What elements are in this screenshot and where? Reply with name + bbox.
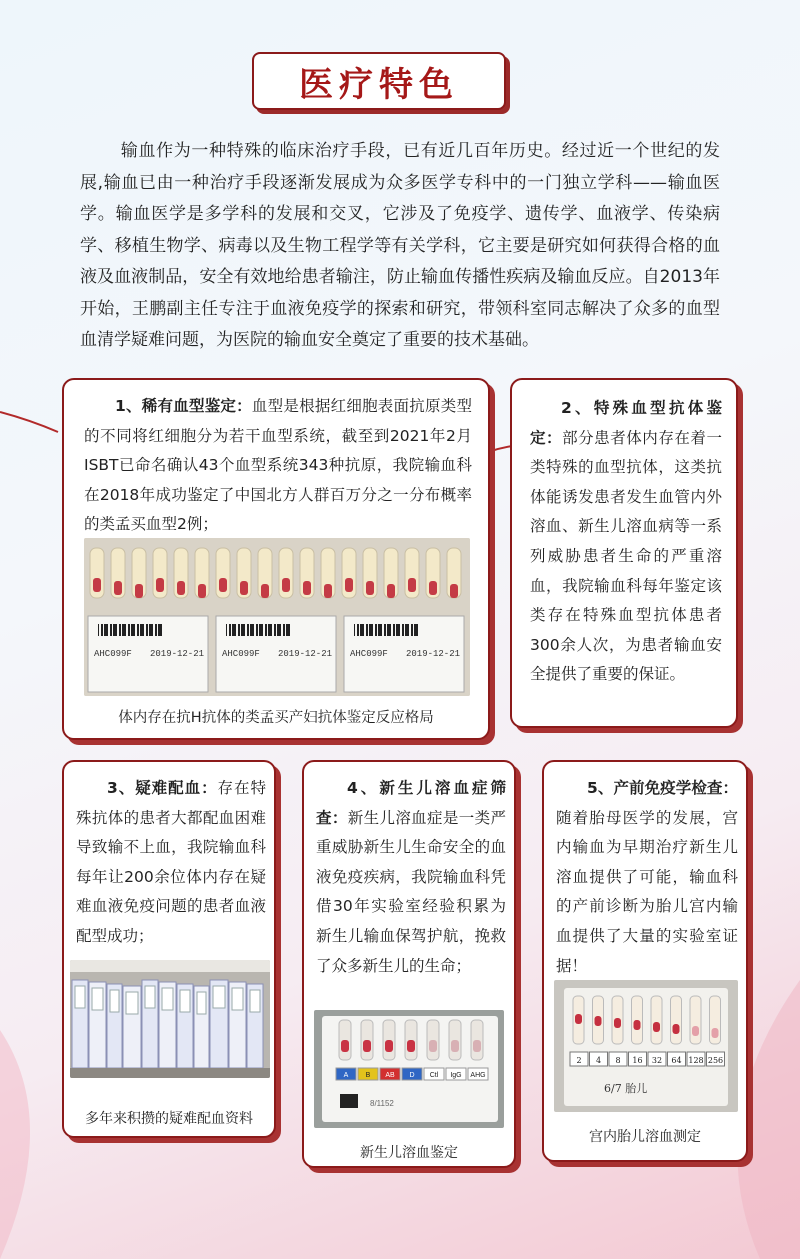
card-2-heading: 2、特殊血型抗体鉴定： — [530, 399, 722, 447]
barcode-bar — [107, 624, 108, 636]
barcode-bar — [375, 624, 377, 636]
barcode-bar — [366, 624, 368, 636]
barcode-bar — [131, 624, 134, 636]
card-1-caption: 体内存在抗H抗体的类孟买产妇抗体鉴定反应格局 — [118, 710, 434, 726]
blood-reaction — [473, 1040, 481, 1052]
barcode-bar — [116, 624, 117, 636]
blood-reaction — [634, 1020, 641, 1030]
barcode-bar — [158, 624, 161, 636]
barcode-bar — [405, 624, 408, 636]
blood-reaction — [324, 584, 332, 598]
label-date: 2019-12-21 — [278, 649, 333, 659]
barcode-bar — [387, 624, 390, 636]
binder-label — [232, 988, 243, 1010]
barcode-bar — [265, 624, 267, 636]
barcode-bar — [155, 624, 157, 636]
binders-illustration — [70, 960, 270, 1078]
blood-reaction — [345, 578, 353, 592]
binder-label — [213, 986, 225, 1008]
card-3-text — [76, 774, 266, 952]
barcode-bar — [244, 624, 245, 636]
barcode-bar — [125, 624, 126, 636]
blood-reaction — [408, 578, 416, 592]
barcode-bar — [259, 624, 262, 636]
card-4-text — [316, 774, 506, 981]
blood-reaction — [653, 1022, 660, 1032]
blood-reaction — [673, 1024, 680, 1034]
card-3-caption: 多年来积攒的疑难配血资料 — [85, 1111, 253, 1127]
antigen-label: AHG — [470, 1072, 486, 1079]
barcode-bar — [390, 624, 391, 636]
card-4-photo — [314, 1010, 504, 1128]
barcode-bar — [140, 624, 143, 636]
card-prenatal-immunology — [542, 760, 748, 1162]
barcode-bar — [122, 624, 125, 636]
blood-reaction — [387, 584, 395, 598]
barcode-bar — [101, 624, 103, 636]
blood-reaction — [575, 1014, 582, 1024]
blood-reaction — [261, 584, 269, 598]
barcode-bar — [384, 624, 386, 636]
barcode-bar — [372, 624, 373, 636]
card-5-heading: 5、产前免疫学检查： — [587, 779, 738, 797]
barcode-bar — [399, 624, 400, 636]
card-5-photo — [554, 980, 738, 1112]
card-1-body: 血型是根据红细胞表面抗原类型的不同将红细胞分为若干血型系统，截至到2021年2月ISBT已命名确认43个血型系统343种抗原，我院输血科在2018年成功鉴定了中国北方人群百万分之一分布概率的类孟买血型2例； — [84, 397, 472, 534]
barcode-bar — [229, 624, 231, 636]
gel-cards-illustration — [84, 538, 470, 696]
card-4-body: 新生儿溶血症是一类严重威胁新生儿生命安全的血液免疫疾病，我院输血科凭借30年实验室经验积累为新生儿输血保驾护航，挽救了众多新生儿的生命； — [316, 808, 506, 975]
binder-label — [197, 992, 206, 1014]
blood-reaction — [303, 581, 311, 595]
card-5-text — [556, 774, 738, 981]
binder-label — [145, 986, 155, 1008]
blood-reaction — [198, 584, 206, 598]
antigen-label: IgG — [450, 1072, 462, 1079]
barcode-bar — [104, 624, 107, 636]
barcode-bar — [277, 624, 280, 636]
binder-label — [250, 990, 260, 1012]
barcode-bar — [226, 624, 227, 636]
svg-text:8/1152: 8/1152 — [370, 1099, 394, 1108]
antigen-label: B — [365, 1072, 371, 1079]
binder-label — [180, 990, 190, 1012]
blood-reaction — [341, 1040, 349, 1052]
card-1-text — [84, 392, 472, 540]
blood-reaction — [429, 1040, 437, 1052]
barcode-bar — [283, 624, 285, 636]
gel-tube — [671, 996, 682, 1044]
card-2-text — [530, 394, 722, 690]
barcode-bar — [110, 624, 112, 636]
barcode-bar — [393, 624, 395, 636]
card-1-heading: 1、稀有血型鉴定： — [115, 397, 252, 415]
blood-reaction — [282, 578, 290, 592]
barcode-bar — [381, 624, 382, 636]
blood-reaction — [135, 584, 143, 598]
barcode-bar — [262, 624, 263, 636]
blood-reaction — [114, 581, 122, 595]
barcode-bar — [113, 624, 116, 636]
intro-paragraph: 输血作为一种特殊的临床治疗手段，已有近几百年历史。经过近一个世纪的发展,输血已由一种治疗手段逐渐发展成为众多医学专科中的一门独立学科——输血医学。输血医学是多学科的发展和交叉，它涉及了免疫学、遗传学、血液学、传染病学、移植生物学、病毒以及生物工程学等有关学科，它主要是研究如何获得合格的血液及血液制品，安全有效地给患者输注，防止输血传播性疾病及输血反应。自2013年开始，王鹏副主任专注于血液免疫学的探索和研究，带领科室同志解决了众多的血型血清学疑难问题，为医院的输血安全奠定了重要的技术基础。 — [80, 141, 720, 350]
barcode-bar — [256, 624, 258, 636]
titer-label: 2 — [576, 1056, 582, 1065]
antigen-label: AB — [385, 1072, 395, 1079]
blood-reaction — [366, 581, 374, 595]
barcode-bar — [250, 624, 253, 636]
section-title-box — [252, 52, 506, 110]
barcode-bar — [235, 624, 236, 636]
barcode-bar — [149, 624, 152, 636]
binder-label — [162, 988, 173, 1010]
titer-label: 4 — [595, 1056, 602, 1065]
barcode-bar — [369, 624, 372, 636]
blood-reaction — [93, 578, 101, 592]
barcode-bar — [357, 624, 359, 636]
label-date: 2019-12-21 — [406, 649, 461, 659]
card-2-body: 部分患者体内存在着一类特殊的血型抗体，这类抗体能诱发患者发生血管内外溶血、新生儿溶血病等一系列威胁患者生命的严重溶血，我院输血科每年鉴定该类存在特殊血型抗体患者300余人次，为患者输血安全提供了重要的保证。 — [530, 428, 722, 684]
titer-label: 32 — [651, 1056, 663, 1065]
titer-label: 16 — [632, 1056, 643, 1065]
barcode-bar — [402, 624, 404, 636]
barcode-bar — [360, 624, 363, 636]
card-4-heading: 4、新生儿溶血症筛查： — [316, 779, 506, 827]
blood-reaction — [219, 578, 227, 592]
titer-label: 8 — [615, 1056, 621, 1065]
barcode-bar — [396, 624, 399, 636]
blood-reaction — [692, 1026, 699, 1036]
section-title: 医疗特色 — [299, 64, 459, 105]
blood-reaction — [429, 581, 437, 595]
fetal-gel-card-illustration — [554, 980, 738, 1112]
qr-code — [340, 1094, 358, 1108]
barcode-bar — [134, 624, 135, 636]
label-code: AHC099F — [222, 649, 260, 659]
barcode-bar — [241, 624, 244, 636]
barcode-bar — [414, 624, 417, 636]
barcode-bar — [417, 624, 418, 636]
barcode-bar — [152, 624, 153, 636]
titer-label: 64 — [671, 1056, 682, 1065]
barcode-bar — [232, 624, 235, 636]
binder-label — [92, 988, 103, 1010]
blood-reaction — [407, 1040, 415, 1052]
barcode-bar — [378, 624, 381, 636]
barcode-bar — [354, 624, 355, 636]
barcode-bar — [119, 624, 121, 636]
card-4-caption: 新生儿溶血鉴定 — [360, 1145, 458, 1161]
barcode-bar — [411, 624, 413, 636]
blood-reaction — [595, 1016, 602, 1026]
handwritten-label: 6/7 胎儿 — [604, 1082, 648, 1095]
card-5-caption: 宫内胎儿溶血测定 — [589, 1129, 701, 1145]
barcode-bar — [128, 624, 130, 636]
blood-reaction — [385, 1040, 393, 1052]
card-5-body: 随着胎母医学的发展，宫内输血为早期治疗新生儿溶血提供了可能，输血科的产前诊断为胎儿宫内输血提供了大量的实验室证据！ — [556, 808, 738, 975]
card-special-antibody — [510, 378, 738, 728]
card-1-photo — [84, 538, 470, 696]
blood-reaction — [712, 1028, 719, 1038]
card-difficult-crossmatch — [62, 760, 276, 1138]
barcode-bar — [247, 624, 249, 636]
barcode-bar — [408, 624, 409, 636]
barcode-bar — [274, 624, 276, 636]
binder-label — [110, 990, 119, 1012]
card-3-body: 存在特殊抗体的患者大都配血困难导致输不上血，我院输血科每年让200余位体内存在疑难血液免疫问题的患者血液配型成功； — [76, 779, 266, 945]
binder-label — [75, 986, 85, 1008]
barcode-bar — [161, 624, 162, 636]
binder-label — [126, 992, 138, 1014]
barcode-bar — [143, 624, 144, 636]
barcode-bar — [271, 624, 272, 636]
barcode-bar — [363, 624, 364, 636]
barcode-bar — [137, 624, 139, 636]
barcode-bar — [238, 624, 240, 636]
neonatal-gel-card-illustration — [314, 1010, 504, 1128]
gel-tube — [690, 996, 701, 1044]
blood-reaction — [363, 1040, 371, 1052]
barcode-bar — [286, 624, 289, 636]
barcode-bar — [146, 624, 148, 636]
card-3-heading: 3、疑难配血： — [107, 779, 218, 797]
blood-reaction — [156, 578, 164, 592]
card-neonatal-hemolysis — [302, 760, 516, 1168]
antigen-label: D — [409, 1072, 415, 1079]
label-code: AHC099F — [350, 649, 388, 659]
blood-reaction — [240, 581, 248, 595]
blood-reaction — [177, 581, 185, 595]
barcode-bar — [280, 624, 281, 636]
antigen-label: Ctl — [429, 1072, 439, 1079]
blood-reaction — [450, 584, 458, 598]
gel-tube — [651, 996, 662, 1044]
card-3-photo — [70, 960, 270, 1078]
barcode-bar — [253, 624, 254, 636]
titer-label: 128 — [688, 1056, 704, 1065]
barcode-bar — [289, 624, 290, 636]
label-code: AHC099F — [94, 649, 132, 659]
blood-reaction — [451, 1040, 459, 1052]
antigen-label: A — [343, 1072, 349, 1079]
barcode-bar — [98, 624, 99, 636]
label-date: 2019-12-21 — [150, 649, 205, 659]
barcode-bar — [268, 624, 271, 636]
titer-label: 256 — [707, 1056, 724, 1065]
blood-reaction — [614, 1018, 621, 1028]
card-rare-blood-type — [62, 378, 490, 740]
